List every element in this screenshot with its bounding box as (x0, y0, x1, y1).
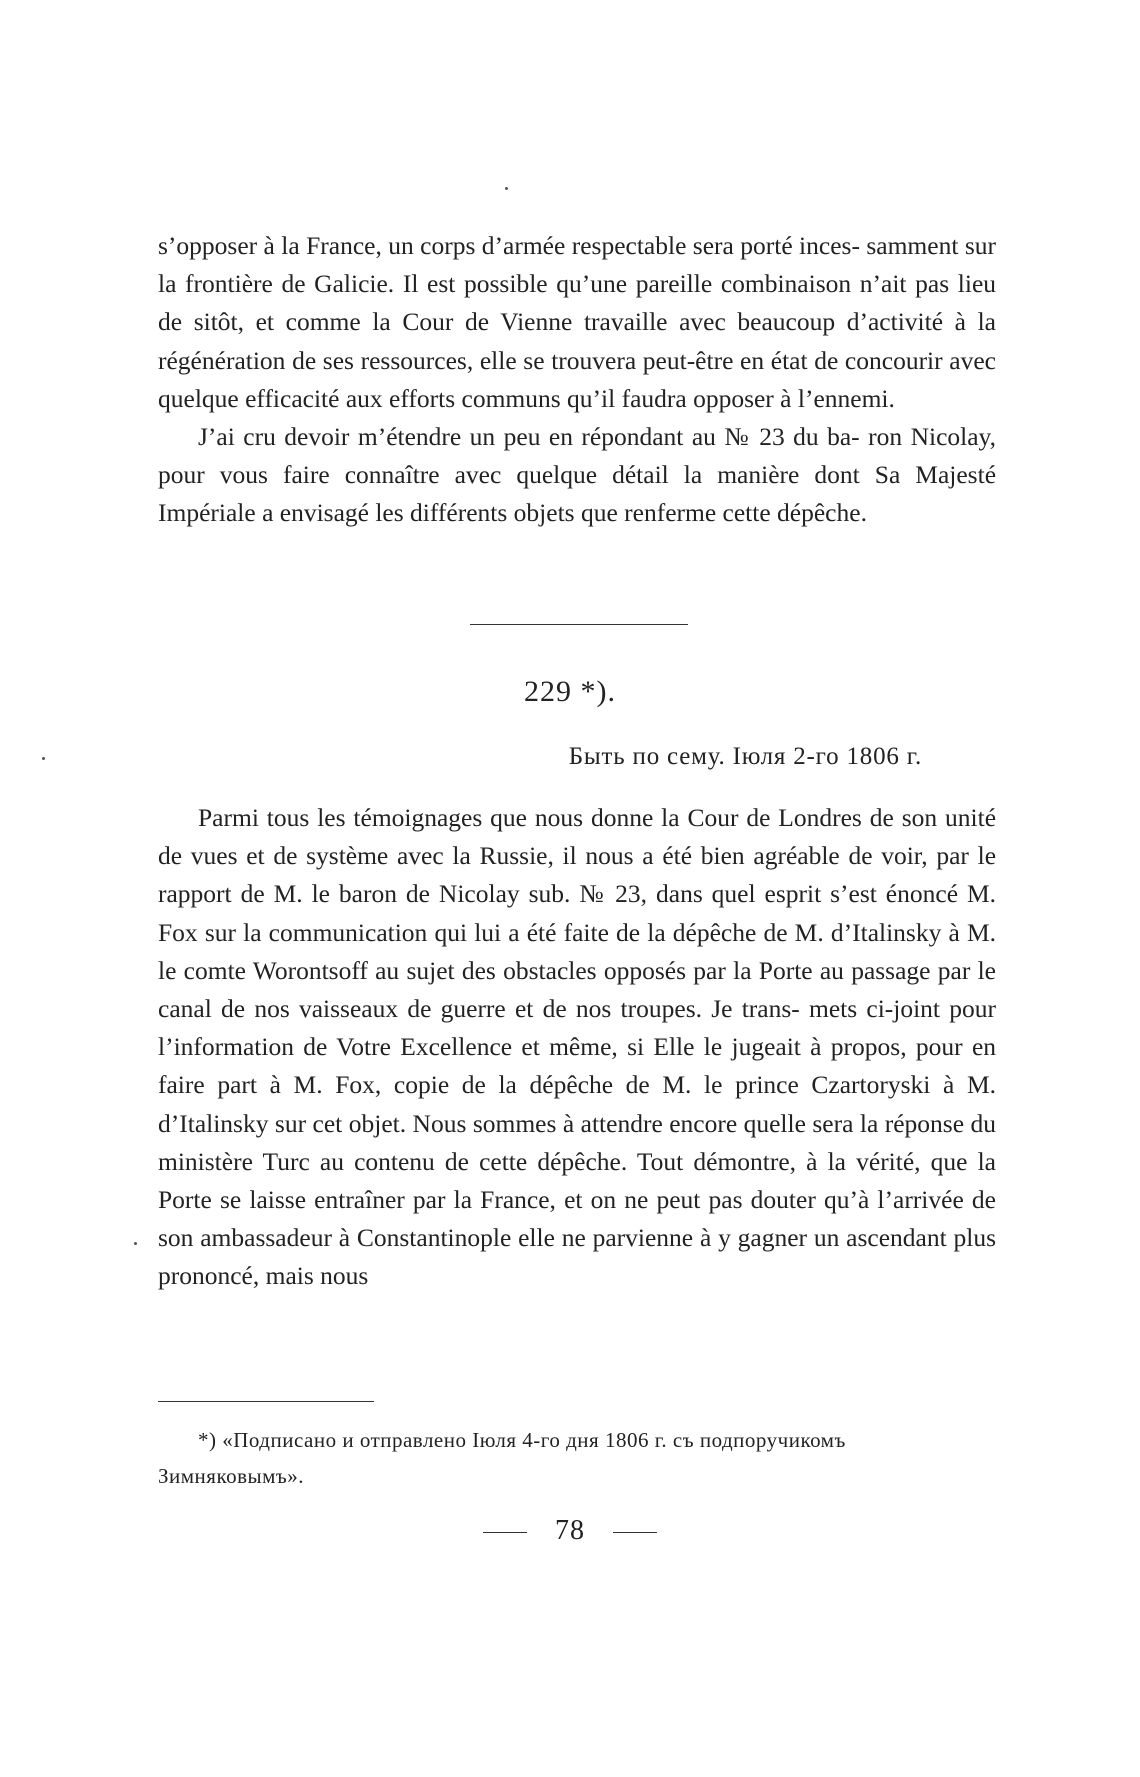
text-line: combinaison n’ait pas lieu de sitôt, et comme la Cour de Vienne (158, 269, 997, 337)
document-number: 229 *). (524, 675, 616, 708)
imperial-resolution: Быть по сему. Іюля 2-го 1806 г. (568, 743, 922, 770)
print-speck (505, 187, 508, 190)
text-line: mets ci-joint pour l’information de Votre Excellence et même, si Elle (158, 994, 996, 1062)
text-line: agréable de voir, par le rapport de M. le baron de Nicolay sub. № 23, (158, 841, 997, 909)
footnote-divider (158, 1401, 374, 1402)
footnote: *) «Подписано и отправлено Іюля 4-го дня 1806 г. съ подпоручикомъ Зимняковымъ». (158, 1428, 846, 1488)
main-text (158, 799, 996, 1296)
text-line: J’ai cru devoir m’étendre un peu en répondant au № 23 du ba- (198, 422, 860, 452)
paragraph-closing (158, 418, 996, 533)
dash-left (483, 1532, 527, 1533)
text-line: Worontsoff au sujet des obstacles opposés par la Porte au passage (252, 955, 931, 985)
text-line: ne parvienne à y gagner un ascendant plus prononcé, mais nous (158, 1223, 996, 1291)
dash-right (613, 1532, 657, 1533)
section-divider (470, 624, 688, 625)
text-line: elle se trouvera peut-être en état de concourir avec quelque efficacité (158, 345, 996, 413)
text-line: samment sur la frontière de Galicie. Il est possible qu’une pareille (158, 231, 996, 299)
text-line: cette dépêche. (722, 498, 867, 528)
text-line: pas douter qu’à l’arrivée de son ambassadeur à Constantinople elle (158, 1185, 996, 1253)
page-number: 78 (555, 1515, 585, 1546)
continuation-text (158, 227, 996, 533)
text-line: aux efforts communs qu’il faudra opposer à l’ennemi. (345, 383, 895, 413)
paragraph-main (158, 799, 996, 1296)
text-line: s’opposer à la France, un corps d’armée respectable sera porté inces- (158, 231, 860, 260)
text-line: dépêche de M. le prince Czartoryski à M. d’Italinsky sur cet (158, 1070, 997, 1138)
text-line: Parmi tous les témoignages que nous donne la Cour de Londres (198, 803, 862, 832)
text-line: travaille avec beaucoup d’activité à la régénération de ses ressources, (158, 307, 996, 375)
print-speck (42, 757, 45, 760)
text-line: le jugeait à propos, pour en faire part à M. Fox, copie de la (158, 1032, 997, 1100)
text-line: lui a été faite de la dépêche de M. d’Italinsky à M. le comte (158, 917, 997, 985)
text-line: dans quel esprit s’est énoncé M. Fox sur la communication qui (158, 879, 996, 947)
text-line: de son unité de vues et de système avec la Russie, il nous a été bien (158, 803, 997, 871)
paragraph-continuation (158, 227, 996, 418)
page-number-block (0, 1515, 1140, 1547)
text-line: ron Nicolay, pour vous faire connaître avec quelque détail la manière (158, 422, 997, 490)
text-line: vérité, que la Porte se laisse entraîner par la France, et on ne peut (158, 1146, 996, 1215)
text-line: par le canal de nos vaisseaux de guerre et de nos troupes. Je trans- (158, 955, 996, 1024)
print-speck (134, 1242, 137, 1245)
text-line: objet. Nous sommes à attendre encore quelle sera la réponse du (348, 1108, 996, 1138)
text-line: ministère Turc au contenu de cette dépêche. Tout démontre, à la (158, 1146, 846, 1176)
text-line: dont Sa Majesté Impériale a envisagé les différents objets que renferme (158, 460, 997, 528)
